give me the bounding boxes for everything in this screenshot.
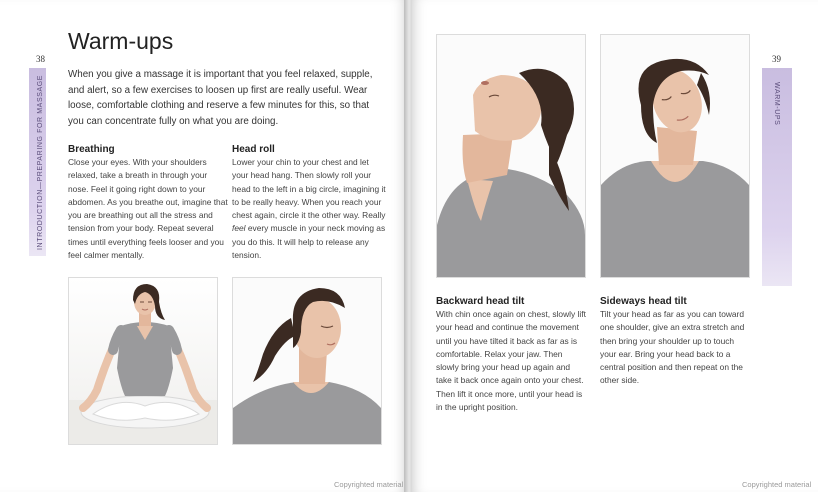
head-roll-body-b: every muscle in your neck moving as you do this. It will help to release any tension. [232,223,386,261]
head-roll-photo [232,277,382,445]
sideways-tilt-illustration [601,35,749,277]
head-roll-body [232,156,386,262]
breathing-section [68,144,228,262]
head-roll-illustration [233,278,381,444]
backward-tilt-illustration [437,35,585,277]
page-number-right: 39 [772,54,781,64]
breathing-body: Close your eyes. With your shoulders relaxed, take a breath in through your nose. Feel it going right down to your abdomen. As you breathe out, imagine that you are breathing out all the stress and tension from your body. Repeat several times until everything feels looser and you feel calmer mentally. [68,157,228,261]
breathing-illustration [69,278,217,444]
head-roll-body-emphasis: feel [232,223,246,234]
breathing-photo [68,277,218,445]
sideways-tilt-photo [600,34,750,278]
backward-tilt-section [436,296,586,414]
head-roll-heading: Head roll [232,144,275,155]
right-page [412,0,818,492]
sideways-tilt-heading: Sideways head tilt [600,296,687,307]
left-page [0,0,406,492]
head-roll-body-a: Lower your chin to your chest and let your head hang. Then slowly roll your head to the left in a big circle, imagining it to be really heavy. When you reach your chest again, circle it the other way. Really [232,157,386,221]
section-tab-right-label: WARM-UPS [773,82,780,126]
page-number-left: 38 [36,54,45,64]
backward-tilt-photo [436,34,586,278]
sideways-tilt-body: Tilt your head as far as you can toward one shoulder, give an extra stretch and then bring your shoulder up to touch your ear. Bring your head back to a central position and then repeat on the other side. [600,309,745,386]
page-title: Warm-ups [68,28,174,54]
copyright-left: Copyrighted material [334,480,404,489]
section-tab-left-label: INTRODUCTION—PREPARING FOR MASSAGE [37,74,44,250]
backward-tilt-body: With chin once again on chest, slowly lift your head and continue the movement until you have tilted it back as far as is comfortable. Relax your jaw. Then slowly bring your head up again and take it back once again onto your chest. Then lift it once more, until your head is in the upright position. [436,309,586,413]
head-roll-section [232,144,386,262]
backward-tilt-heading: Backward head tilt [436,296,525,307]
breathing-heading: Breathing [68,144,115,155]
sideways-tilt-section [600,296,748,388]
copyright-right: Copyrighted material [742,480,812,489]
intro-paragraph: When you give a massage it is important that you feel relaxed, supple, and alert, so a few exercises to loosen up first are really useful. Wear loose, comfortable clothing and reserve a few minutes for this, so that you can concentrate fully on what you are doing. [68,69,373,127]
